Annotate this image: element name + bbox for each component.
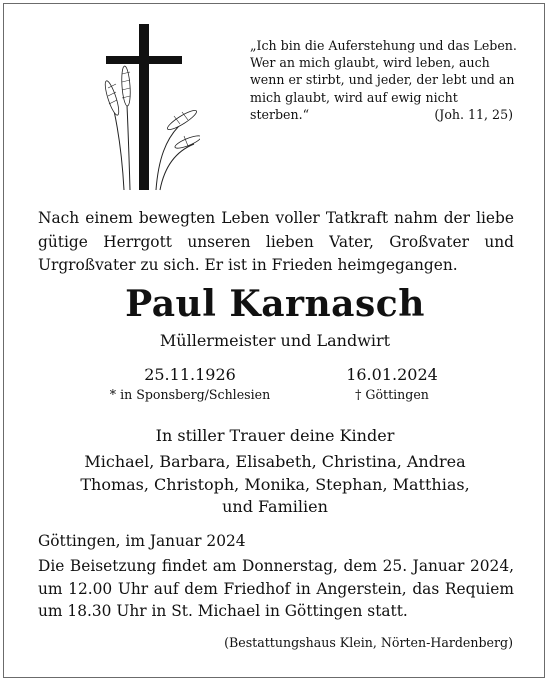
death-date: 16.01.2024 bbox=[346, 365, 438, 384]
intro-text: Nach einem bewegten Leben voller Tatkraft nahm der liebe gütige Herrgott unseren lieben Vater, Großvater und Urgroßvater zu sich. Er ist in Frieden heimgegangen. bbox=[38, 209, 514, 274]
quote-line: Wer an mich glaubt, wird leben, auch bbox=[250, 55, 490, 71]
cross-with-wheat-icon bbox=[104, 24, 200, 192]
birth-place: * in Sponsberg/Schlesien bbox=[109, 387, 271, 402]
quote-line: wenn er stirbt, und jeder, der lebt und an bbox=[250, 72, 515, 88]
funeral-line: Die Beisetzung findet am Donnerstag, dem 25. Januar 2024, bbox=[38, 557, 514, 575]
death-place: † Göttingen bbox=[355, 387, 429, 402]
quote-line: mich glaubt, wird auf ewig nicht sterben.“ bbox=[250, 89, 458, 122]
mourners-line: und Familien bbox=[222, 497, 328, 516]
mourners-line: Michael, Barbara, Elisabeth, Christina, Andrea bbox=[84, 452, 466, 471]
funeral-line: um 12.00 Uhr auf dem Friedhof in Angerstein, das Requiem bbox=[38, 579, 514, 598]
mourners-list bbox=[0, 451, 550, 519]
deceased-name: Paul Karnasch bbox=[125, 283, 425, 325]
place-and-date: Göttingen, im Januar 2024 bbox=[38, 532, 246, 550]
birth-date: 25.11.1926 bbox=[144, 365, 236, 384]
mourners-line: Thomas, Christoph, Monika, Stephan, Matthias, bbox=[80, 474, 470, 494]
undertaker-credit: (Bestattungshaus Klein, Nörten-Hardenberg) bbox=[224, 635, 513, 650]
funeral-details bbox=[38, 555, 514, 623]
deceased-profession: Müllermeister und Landwirt bbox=[159, 331, 391, 350]
funeral-line: um 18.30 Uhr in St. Michael in Göttingen statt. bbox=[38, 602, 408, 620]
quote-line: „Ich bin die Auferstehung und das Leben. bbox=[250, 38, 517, 53]
quote-reference: (Joh. 11, 25) bbox=[434, 107, 513, 122]
mourning-heading: In stiller Trauer deine Kinder bbox=[155, 426, 395, 445]
